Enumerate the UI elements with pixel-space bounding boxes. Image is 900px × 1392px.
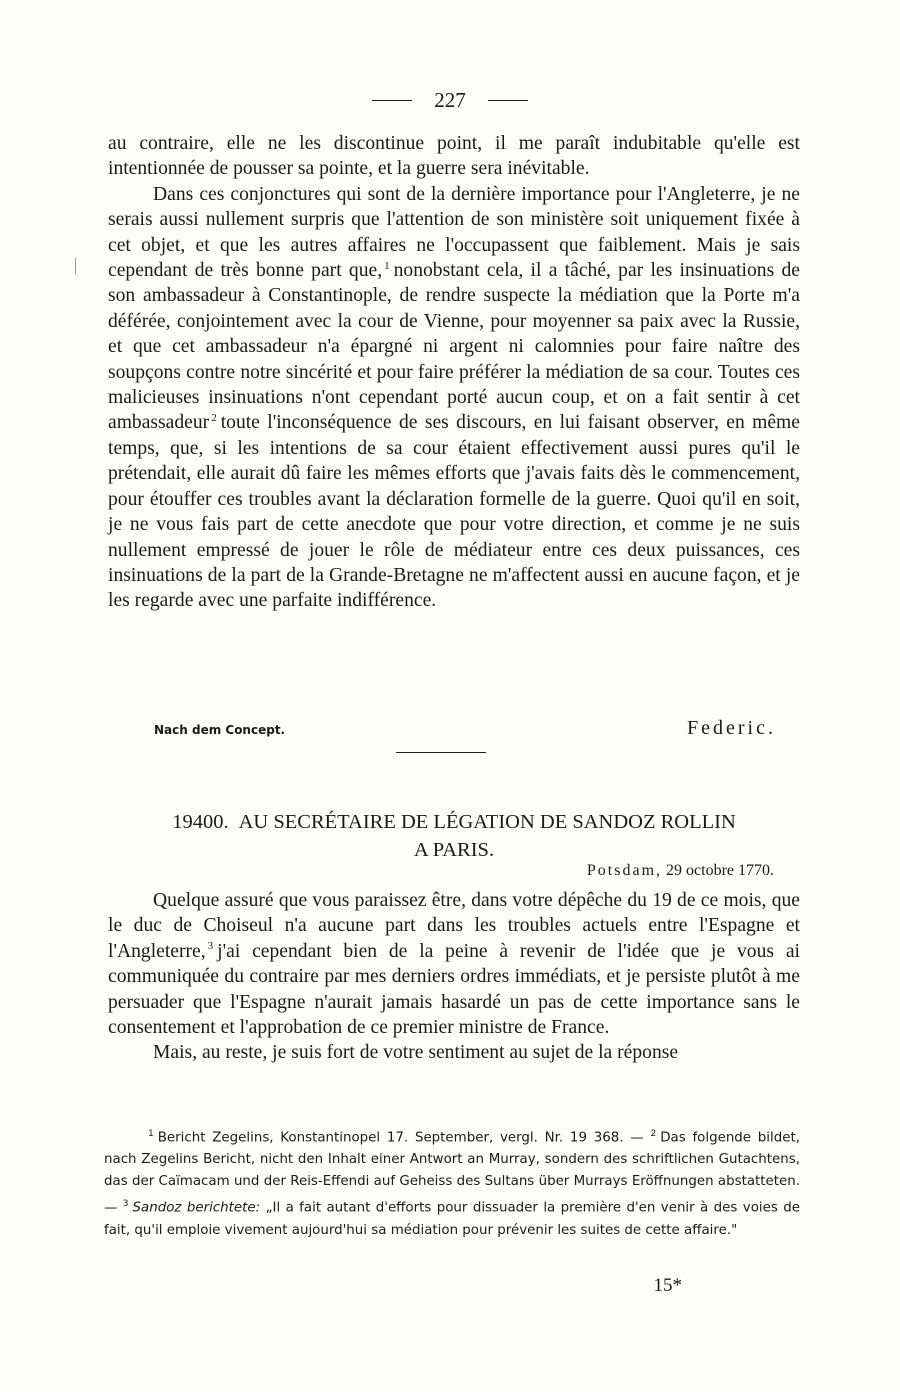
letter-1-paragraph-2-part-c: toute l'inconséquence de ses discours, en lui faisant observer, en même temps, que, si les intentions de sa cour étaient effectivement aussi pures qu'il le prétendait, elle aurait dû faire les mêmes efforts que j'avais faits dès le commencement, pour étouffer ces troubles avant la déclaration formelle de la guerre. Quoi qu'il en soit, je ne vous fais part de cette anecdote que pour votre direction, et comme je ne suis nullement empressé de jouer le rôle de médiateur entre ces deux puissances, ces insinuations de la part de la Grande-Bretagne ne m'affectent aussi en aucune façon, et je les regarde avec une parfaite indifférence.: [108, 412, 800, 612]
closing-row: [108, 717, 800, 741]
letter-2-paragraph-1-part-b: j'ai cependant bien de la peine à revenir de l'idée que je vous ai communiquée du contraire par mes derniers ordres immédiats, et je persiste plutôt à me persuader que l'Espagne n'aurait jamais hasardé un pas de cette importance sans le consentement et l'approbation de ce premier ministre de France.: [108, 940, 800, 1039]
dateline-place: Potsdam,: [586, 862, 663, 879]
footnotes: [104, 1123, 800, 1242]
footnote-marker-2: 2: [650, 1129, 657, 1139]
footnote-1-text: Bericht Zegelins, Konstantinopel 17. September, vergl. Nr. 19 368. —: [157, 1130, 644, 1146]
footnote-3-intro: Sandoz berichtete:: [132, 1200, 261, 1216]
header-rule-left: [372, 100, 412, 101]
header-rule-right: [488, 100, 528, 101]
sheet-signature: 15*: [653, 1275, 682, 1296]
letter-1-paragraph-1: au contraire, elle ne les discontinue point, il me paraît indubitable qu'elle est intentionnée de pousser sa pointe, et la guerre sera inévitable.: [108, 133, 800, 180]
dateline-date: 29 octobre 1770.: [666, 862, 774, 879]
page-number: 227: [434, 88, 466, 112]
footnote-block: [104, 1123, 800, 1242]
letter-2-body: [108, 888, 800, 1066]
section-separator: [396, 752, 486, 753]
footnote-3-quote: „Il a fait autant d'efforts pour dissuader la première d'en venir à des voies de fait, qu'il emploie vivement aujourd'hui sa médiation pour prévenir les suites de cette affaire.": [104, 1200, 800, 1238]
letter-2-paragraph-1: [108, 888, 800, 1040]
signature: Federic.: [687, 717, 776, 739]
letter-2-title-line-2: A PARIS.: [413, 839, 495, 861]
margin-mark: [75, 258, 76, 274]
letter-1-paragraph-2: [108, 182, 800, 614]
letter-1-paragraph-2-part-b: nonobstant cela, il a tâché, par les insinuations de son ambassadeur à Constantinople, de rendre suspecte la médiation que la Porte m'a déférée, conjointement avec la cour de Vienne, pour moyenner sa paix avec la Russie, et que cet ambassadeur n'a épargné ni argent ni calomnies pour faire naître des soupçons contre notre sincérité et pour faire préférer la médiation de sa cour. Toutes ces malicieuses insinuations n'ont cependant porté aucun coup, et on a fait sentir à cet ambassadeur: [108, 260, 800, 434]
letter-2-addressee: AU SECRÉTAIRE DE LÉGATION DE SANDOZ ROLLIN: [238, 811, 736, 833]
source-note: Nach dem Concept.: [154, 723, 286, 737]
footnote-2-text: Das folgende bildet, nach Zegelins Bericht, nicht den Inhalt einer Antwort an Murray, sondern des schriftlichen Gutachtens, das der Caïmacam und der Reis-Effendi auf Geheiss des Sultans über Murrays Eröffnungen abstatteten. —: [104, 1130, 800, 1216]
letter-1-paragraph-2-part-a: Dans ces conjonctures qui sont de la dernière importance pour l'Angleterre, je ne serais aussi nullement surpris que l'attention de son ministère soit uniquement fixée à cet objet, et que les autres affaires ne l'occupassent que faiblement. Mais je sais cependant de très bonne part que,: [108, 183, 800, 282]
letter-2-title-line-1: [108, 808, 800, 836]
letter-number: 19400.: [172, 811, 229, 833]
dateline: [587, 862, 774, 880]
footnote-ref-2: 2: [211, 411, 217, 424]
footnote-marker-1: 1: [148, 1129, 154, 1139]
footnote-marker-3: 3: [122, 1199, 129, 1210]
letter-2-paragraph-1-part-a: Quelque assuré que vous paraissez être, dans votre dépêche du 19 de ce mois, que le duc de Choiseul n'a aucune part dans les troubles actuels entre l'Espagne et l'Angleterre,: [108, 890, 800, 962]
footnote-ref-3: 3: [207, 940, 214, 953]
page-header: [0, 88, 900, 113]
letter-2-heading: [108, 808, 800, 864]
letter-1-body: [108, 131, 800, 614]
letter-2-paragraph-2: Mais, au reste, je suis fort de votre sentiment au sujet de la réponse: [153, 1042, 679, 1064]
footnote-ref-1: 1: [384, 259, 390, 272]
